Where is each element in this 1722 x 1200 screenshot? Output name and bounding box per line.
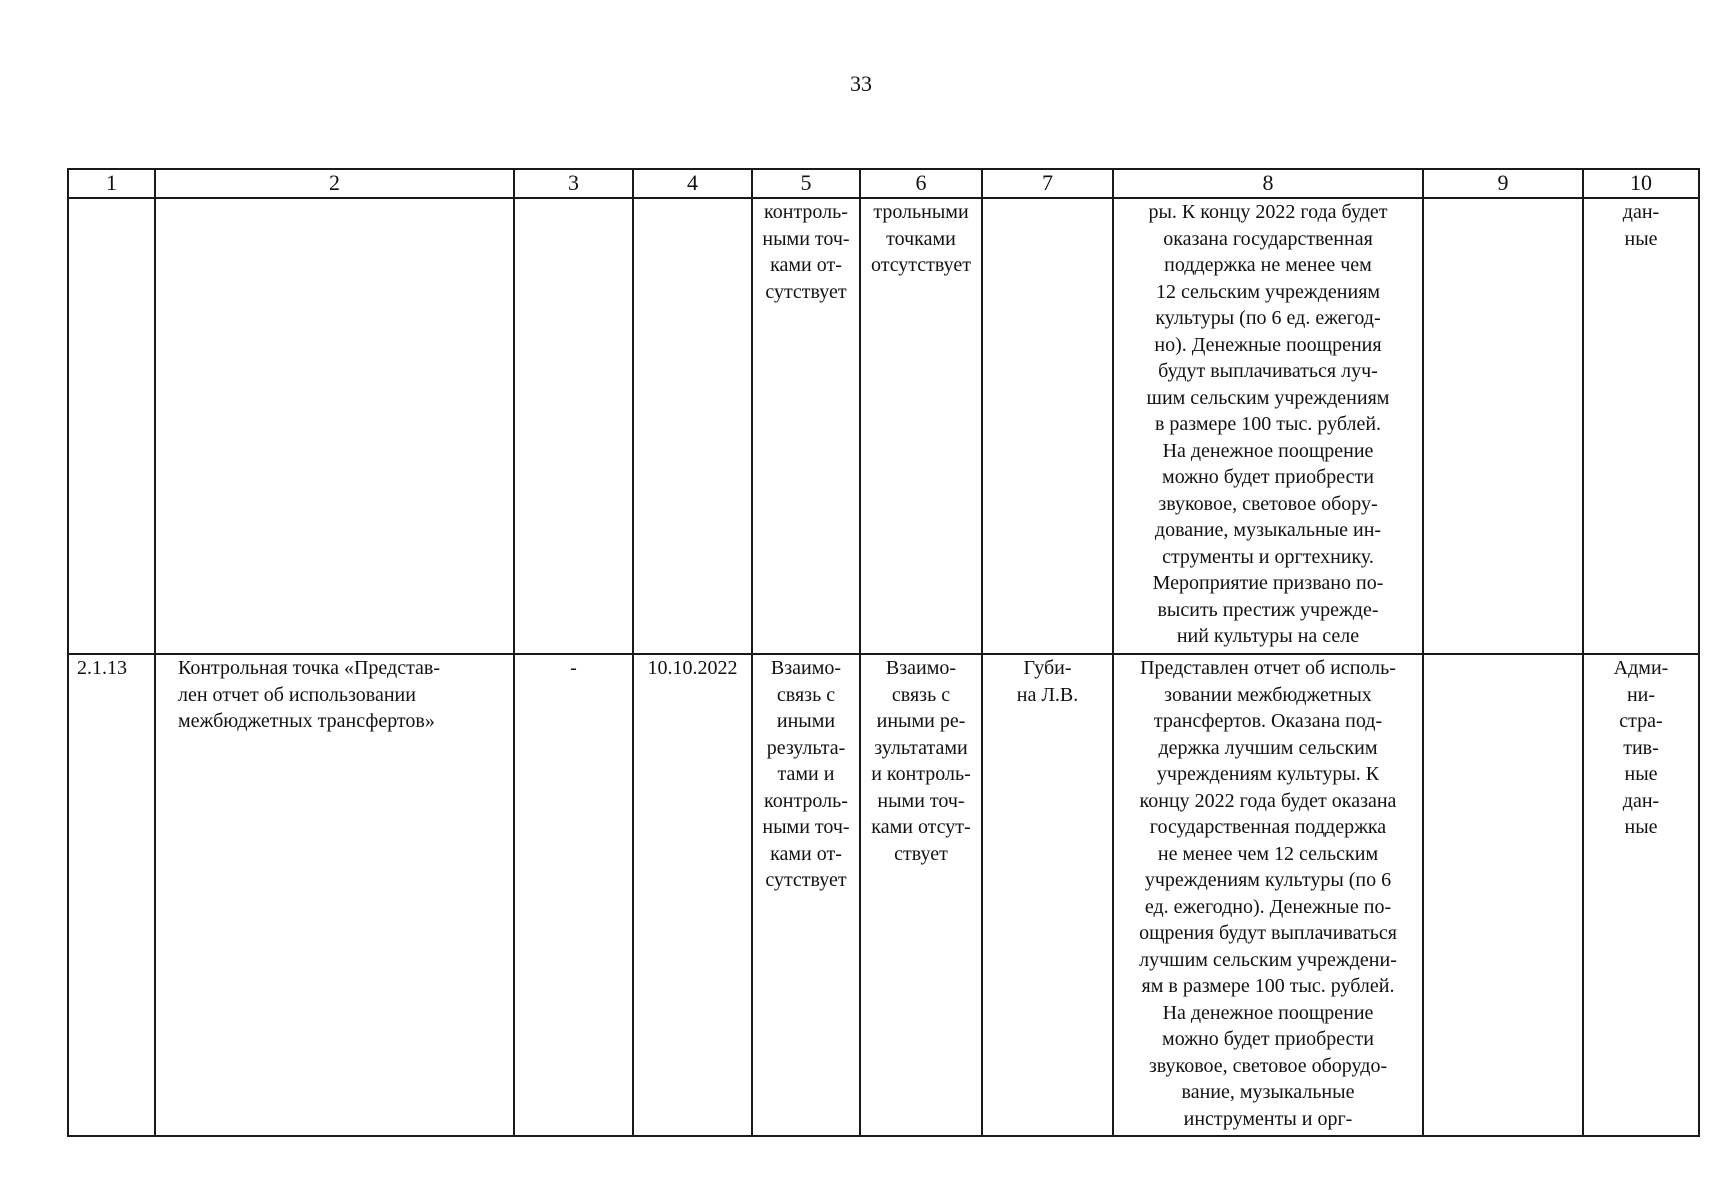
cell-col9 xyxy=(1423,198,1583,654)
column-number-header-row xyxy=(68,169,1699,198)
column-header-8: 8 xyxy=(1113,169,1423,198)
cell-name: Контрольная точка «Представ- лен отчет об использовании межбюджетных трансфертов» xyxy=(155,654,514,1136)
column-header-10: 10 xyxy=(1583,169,1699,198)
cell-predecessors: контроль- ными точ- ками от- сутствует xyxy=(752,198,860,654)
cell-responsible xyxy=(982,198,1113,654)
cell-name xyxy=(155,198,514,654)
cell-successors: Взаимо- связь с иными ре- зультатами и контроль- ными точ- ками отсут- ствует xyxy=(860,654,982,1136)
cell-date xyxy=(633,198,752,654)
column-header-5: 5 xyxy=(752,169,860,198)
page-number: 33 xyxy=(850,71,872,96)
cell-successors: трольными точками отсутствует xyxy=(860,198,982,654)
column-header-4: 4 xyxy=(633,169,752,198)
cell-date: 10.10.2022 xyxy=(633,654,752,1136)
column-header-1: 1 xyxy=(68,169,155,198)
cell-col3 xyxy=(514,198,633,654)
column-header-9: 9 xyxy=(1423,169,1583,198)
cell-responsible: Губи- на Л.В. xyxy=(982,654,1113,1136)
column-header-6: 6 xyxy=(860,169,982,198)
measures-table xyxy=(67,168,1700,1137)
cell-col3: - xyxy=(514,654,633,1136)
table-row-2-1-13 xyxy=(68,654,1699,1136)
column-header-7: 7 xyxy=(982,169,1113,198)
cell-predecessors: Взаимо- связь с иными результа- тами и контроль- ными точ- ками от- сутствует xyxy=(752,654,860,1136)
column-header-3: 3 xyxy=(514,169,633,198)
cell-data-source: дан- ные xyxy=(1583,198,1699,654)
table-row-continuation xyxy=(68,198,1699,654)
column-header-2: 2 xyxy=(155,169,514,198)
cell-description: Представлен отчет об исполь- зовании межбюджетных трансфертов. Оказана под- держка лучшим сельским учреждениям культуры. К концу 2022 года будет оказана государственная поддержка не менее чем 12 сельским учреждениям культуры (по 6 ед. ежегодно). Денежные по- ощрения будут выплачиваться лучшим сельским учреждени- ям в размере 100 тыс. рублей. На денежное поощрение можно будет приобрести звуковое, световое оборудо- вание, музыкальные инструменты и орг- xyxy=(1113,654,1423,1136)
cell-col9 xyxy=(1423,654,1583,1136)
cell-description: ры. К концу 2022 года будет оказана государственная поддержка не менее чем 12 сельским учреждениям культуры (по 6 ед. ежегод- но). Денежные поощрения будут выплачиваться луч- шим сельским учреждениям в размере 100 тыс. рублей. На денежное поощрение можно будет приобрести звуковое, световое обору- дование, музыкальные ин- струменты и оргтехнику. Мероприятие призвано по- высить престиж учрежде- ний культуры на селе xyxy=(1113,198,1423,654)
cell-number xyxy=(68,198,155,654)
cell-number: 2.1.13 xyxy=(68,654,155,1136)
cell-data-source: Адми- ни- стра- тив- ные дан- ные xyxy=(1583,654,1699,1136)
